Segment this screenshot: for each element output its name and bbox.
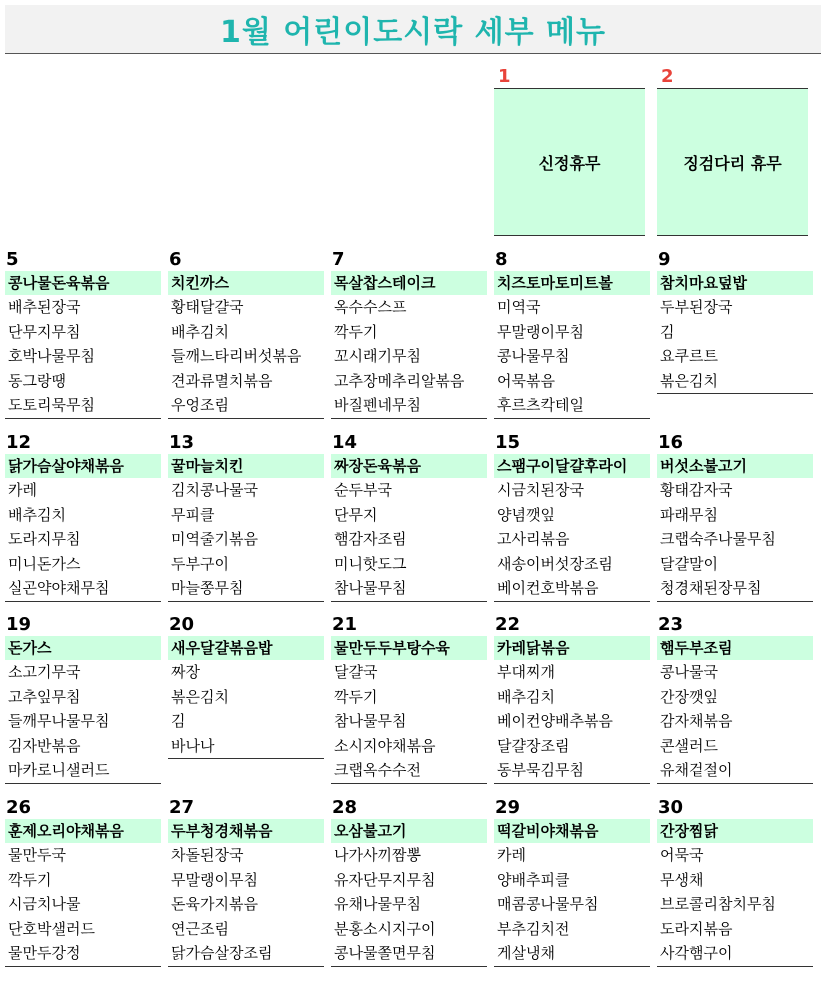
- side-dish: 콩나물쫄면무침: [334, 944, 436, 962]
- main-dish: 돈가스: [5, 636, 161, 660]
- day-cell: [331, 614, 487, 784]
- side-dish: 배추된장국: [8, 298, 81, 316]
- side-dish: 사각햄구이: [660, 944, 733, 962]
- side-dish: 견과류멸치볶음: [171, 371, 273, 390]
- side-dish: 베이컨양배추볶음: [497, 712, 613, 730]
- side-dish: 김자반볶음: [8, 736, 81, 755]
- side-dish: 바나나: [171, 736, 215, 755]
- side-dish: 참나물무침: [334, 712, 407, 730]
- side-dish: 차돌된장국: [171, 846, 244, 864]
- side-dish: 분홍소시지구이: [334, 919, 436, 938]
- side-dish: 무말랭이무침: [171, 870, 258, 889]
- side-dish: 콩나물무침: [497, 347, 570, 365]
- side-dish: 후르츠칵테일: [497, 396, 584, 414]
- day-cell: [657, 249, 813, 394]
- side-dish: 김: [171, 712, 186, 730]
- side-dish: 고추장메추리알볶음: [334, 371, 465, 390]
- holiday-label: 징검다리 휴무: [657, 89, 808, 236]
- side-dish: 짜장: [171, 663, 200, 681]
- side-dish-list: [5, 843, 161, 967]
- side-dish-list: [331, 478, 487, 602]
- side-dish: 단무지무침: [8, 322, 81, 341]
- side-dish-list: [331, 660, 487, 784]
- side-dish: 매콤콩나물무침: [497, 895, 599, 913]
- side-dish: 두부된장국: [660, 298, 733, 316]
- side-dish: 양배추피클: [497, 870, 570, 889]
- side-dish: 볶은김치: [171, 687, 229, 706]
- side-dish: 시금치나물: [8, 895, 81, 913]
- side-dish: 마늘쫑무침: [171, 579, 244, 597]
- main-dish: 닭가슴살야채볶음: [5, 454, 161, 478]
- side-dish: 깍두기: [334, 322, 378, 341]
- side-dish-list: [331, 295, 487, 419]
- side-dish: 무생채: [660, 870, 704, 889]
- side-dish: 양념깻잎: [497, 505, 555, 524]
- side-dish: 배추김치: [497, 687, 555, 706]
- side-dish: 어묵국: [660, 846, 704, 864]
- day-cell: [5, 249, 161, 419]
- side-dish-list: [657, 295, 813, 394]
- side-dish: 나가사끼짬뽕: [334, 846, 421, 864]
- side-dish: 크랩옥수수전: [334, 761, 421, 779]
- day-number: 29: [495, 797, 521, 818]
- main-dish: 참치마요덮밥: [657, 271, 813, 295]
- side-dish: 도라지무침: [8, 530, 81, 548]
- holiday-label: 신정휴무: [494, 89, 645, 236]
- day-cell: [168, 249, 324, 419]
- day-cell: [331, 797, 487, 967]
- side-dish: 소시지야채볶음: [334, 736, 436, 755]
- main-dish: 스팸구이달걀후라이: [494, 454, 650, 478]
- day-number: 30: [658, 797, 684, 818]
- side-dish-list: [657, 478, 813, 602]
- day-number: 12: [6, 432, 32, 453]
- side-dish: 부대찌개: [497, 663, 555, 681]
- side-dish: 미역국: [497, 298, 541, 316]
- day-number: 22: [495, 614, 521, 635]
- day-number: 8: [495, 249, 508, 270]
- side-dish: 고추잎무침: [8, 687, 81, 706]
- side-dish: 배추김치: [8, 505, 66, 524]
- side-dish-list: [331, 843, 487, 967]
- side-dish: 콩나물국: [660, 663, 718, 681]
- side-dish: 유채나물무침: [334, 895, 421, 913]
- side-dish: 바질펜네무침: [334, 396, 421, 414]
- side-dish: 배추김치: [171, 322, 229, 341]
- side-dish: 동그랑땡: [8, 371, 66, 390]
- side-dish: 청경채된장무침: [660, 579, 762, 597]
- side-dish: 카레: [497, 846, 526, 864]
- day-number: 7: [332, 249, 345, 270]
- side-dish-list: [5, 660, 161, 784]
- side-dish: 김치콩나물국: [171, 481, 258, 499]
- main-dish: 간장찜닭: [657, 819, 813, 843]
- side-dish: 유자단무지무침: [334, 870, 436, 889]
- day-number: 20: [169, 614, 195, 635]
- side-dish: 새송이버섯장조림: [497, 554, 613, 573]
- side-dish: 실곤약야채무침: [8, 579, 110, 597]
- side-dish-list: [168, 660, 324, 759]
- day-number: 2: [657, 66, 808, 89]
- side-dish-list: [5, 295, 161, 419]
- side-dish: 깍두기: [8, 870, 52, 889]
- side-dish: 황태달걀국: [171, 298, 244, 316]
- holiday-cell: [657, 66, 808, 236]
- main-dish: 햄두부조림: [657, 636, 813, 660]
- day-number: 15: [495, 432, 521, 453]
- side-dish: 무피클: [171, 505, 215, 524]
- holiday-cell: [494, 66, 645, 236]
- side-dish: 게살냉채: [497, 944, 555, 962]
- side-dish: 미니핫도그: [334, 554, 407, 573]
- side-dish: 파래무침: [660, 505, 718, 524]
- side-dish-list: [657, 660, 813, 784]
- side-dish: 무말랭이무침: [497, 322, 584, 341]
- day-number: 23: [658, 614, 684, 635]
- side-dish-list: [657, 843, 813, 967]
- side-dish: 동부묵김무침: [497, 761, 584, 779]
- side-dish: 크랩숙주나물무침: [660, 530, 776, 548]
- day-cell: [168, 614, 324, 759]
- day-cell: [331, 432, 487, 602]
- day-cell: [657, 432, 813, 602]
- side-dish-list: [494, 295, 650, 419]
- day-number: 16: [658, 432, 684, 453]
- day-number: 21: [332, 614, 358, 635]
- side-dish: 깍두기: [334, 687, 378, 706]
- side-dish-list: [168, 295, 324, 419]
- main-dish: 콩나물돈육볶음: [5, 271, 161, 295]
- side-dish: 참나물무침: [334, 579, 407, 597]
- main-dish: 두부청경채볶음: [168, 819, 324, 843]
- side-dish-list: [5, 478, 161, 602]
- side-dish: 미니돈가스: [8, 554, 81, 573]
- side-dish-list: [494, 478, 650, 602]
- side-dish: 베이컨호박볶음: [497, 579, 599, 597]
- side-dish: 물만두국: [8, 846, 66, 864]
- day-cell: [494, 432, 650, 602]
- side-dish: 유채겉절이: [660, 761, 733, 779]
- side-dish: 달걀말이: [660, 554, 718, 573]
- main-dish: 훈제오리야채볶음: [5, 819, 161, 843]
- side-dish: 시금치된장국: [497, 481, 584, 499]
- side-dish: 호박나물무침: [8, 347, 95, 365]
- side-dish: 도라지볶음: [660, 919, 733, 938]
- main-dish: 짜장돈육볶음: [331, 454, 487, 478]
- side-dish: 꼬시래기무침: [334, 347, 421, 365]
- side-dish: 연근조림: [171, 919, 229, 938]
- side-dish: 요쿠르트: [660, 347, 718, 365]
- day-cell: [331, 249, 487, 419]
- day-number: 14: [332, 432, 358, 453]
- side-dish: 들깨무나물무침: [8, 712, 110, 730]
- day-number: 13: [169, 432, 195, 453]
- side-dish: 소고기무국: [8, 663, 81, 681]
- day-number: 5: [6, 249, 19, 270]
- side-dish: 감자채볶음: [660, 712, 733, 730]
- side-dish: 볶은김치: [660, 371, 718, 390]
- day-number: 26: [6, 797, 32, 818]
- main-dish: 목살찹스테이크: [331, 271, 487, 295]
- side-dish-list: [494, 660, 650, 784]
- side-dish: 돈육가지볶음: [171, 895, 258, 913]
- day-number: 28: [332, 797, 358, 818]
- main-dish: 꿀마늘치킨: [168, 454, 324, 478]
- side-dish: 닭가슴살장조림: [171, 944, 273, 962]
- side-dish: 달걀장조림: [497, 736, 570, 755]
- day-cell: [168, 797, 324, 967]
- day-cell: [5, 432, 161, 602]
- side-dish: 달걀국: [334, 663, 378, 681]
- day-cell: [494, 249, 650, 419]
- day-cell: [494, 797, 650, 967]
- side-dish: 옥수수스프: [334, 298, 407, 316]
- side-dish: 도토리묵무침: [8, 396, 95, 414]
- side-dish: 햄감자조림: [334, 530, 407, 548]
- side-dish: 브로콜리참치무침: [660, 895, 776, 913]
- day-cell: [5, 614, 161, 784]
- day-number: 9: [658, 249, 671, 270]
- side-dish: 단호박샐러드: [8, 919, 95, 938]
- side-dish: 고사리볶음: [497, 530, 570, 548]
- page-title: 1월 어린이도시락 세부 메뉴: [5, 5, 821, 54]
- side-dish: 카레: [8, 481, 37, 499]
- side-dish: 김: [660, 322, 675, 341]
- day-number: 6: [169, 249, 182, 270]
- side-dish-list: [494, 843, 650, 967]
- day-cell: [168, 432, 324, 602]
- day-cell: [657, 797, 813, 967]
- main-dish: 새우달걀볶음밥: [168, 636, 324, 660]
- side-dish: 간장깻잎: [660, 687, 718, 706]
- side-dish: 들깨느타리버섯볶음: [171, 347, 302, 365]
- main-dish: 버섯소불고기: [657, 454, 813, 478]
- side-dish: 마카로니샐러드: [8, 761, 110, 779]
- side-dish: 황태감자국: [660, 481, 733, 499]
- main-dish: 치킨까스: [168, 271, 324, 295]
- side-dish: 우엉조림: [171, 396, 229, 414]
- side-dish: 콘샐러드: [660, 736, 718, 755]
- main-dish: 물만두두부탕수육: [331, 636, 487, 660]
- day-number: 1: [494, 66, 645, 89]
- main-dish: 떡갈비야채볶음: [494, 819, 650, 843]
- day-number: 27: [169, 797, 195, 818]
- day-cell: [5, 797, 161, 967]
- side-dish: 미역줄기볶음: [171, 530, 258, 548]
- side-dish: 순두부국: [334, 481, 392, 499]
- day-number: 19: [6, 614, 32, 635]
- side-dish: 부추김치전: [497, 919, 570, 938]
- side-dish-list: [168, 478, 324, 602]
- side-dish: 두부구이: [171, 554, 229, 573]
- side-dish: 단무지: [334, 505, 378, 524]
- side-dish-list: [168, 843, 324, 967]
- day-cell: [657, 614, 813, 784]
- side-dish: 어묵볶음: [497, 371, 555, 390]
- main-dish: 오삼불고기: [331, 819, 487, 843]
- main-dish: 카레닭볶음: [494, 636, 650, 660]
- main-dish: 치즈토마토미트볼: [494, 271, 650, 295]
- day-cell: [494, 614, 650, 784]
- side-dish: 물만두강정: [8, 944, 81, 962]
